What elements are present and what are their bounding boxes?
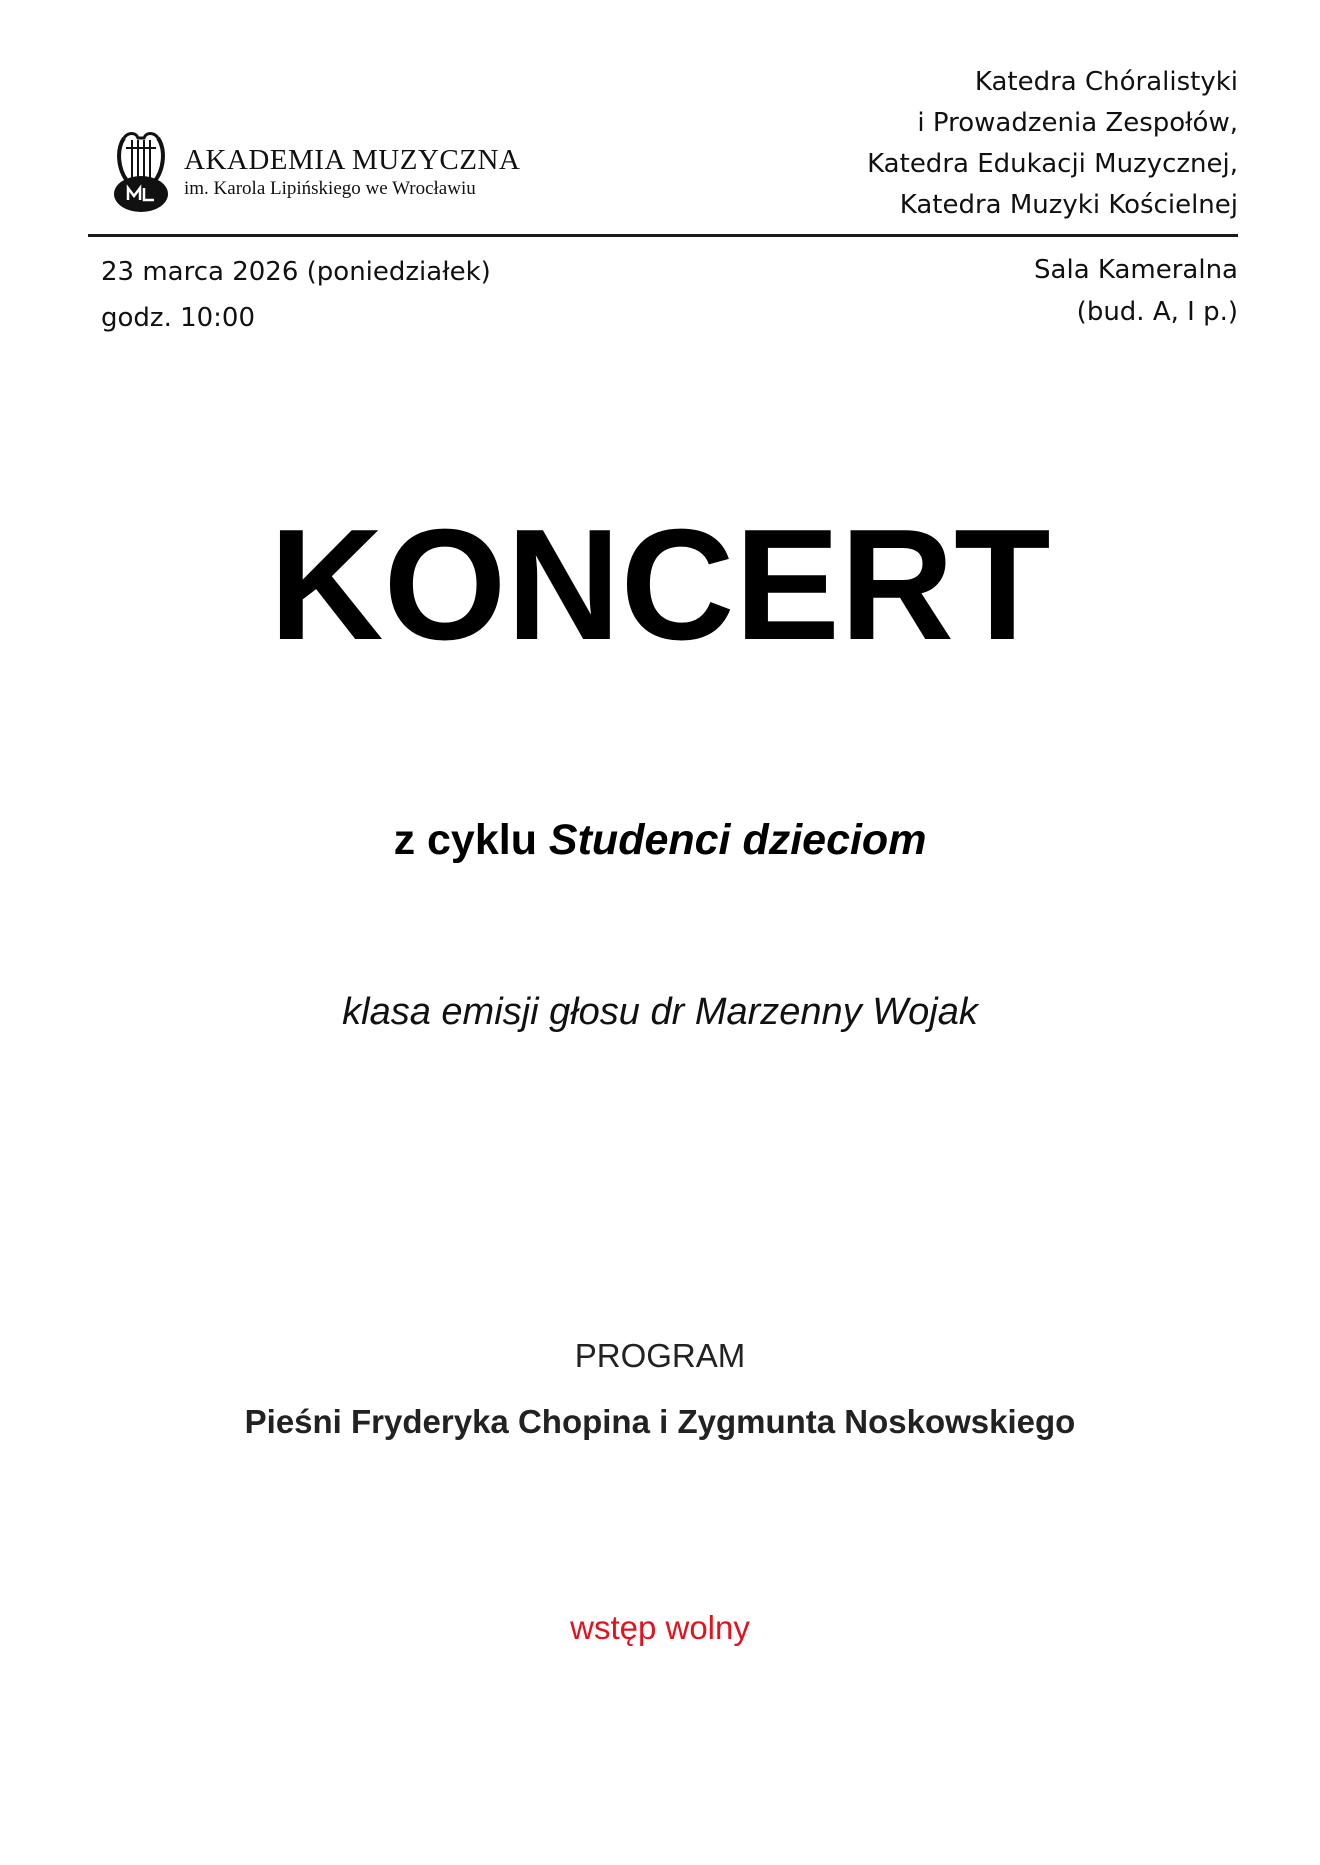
academy-logo: [110, 130, 520, 214]
department-line: Katedra Chóralistyki: [974, 67, 1238, 97]
class-info: klasa emisji głosu dr Marzenny Wojak: [342, 991, 978, 1033]
departments-list: [867, 62, 1238, 226]
event-date: 23 marca 2026 (poniedziałek): [101, 257, 491, 287]
page-title: KONCERT: [269, 497, 1051, 673]
department-line: Katedra Muzyki Kościelnej: [899, 190, 1238, 220]
event-time: godz. 10:00: [101, 303, 256, 333]
venue-name: Sala Kameralna: [1034, 255, 1238, 285]
cycle-name: Studenci dzieciom: [548, 816, 927, 864]
program-heading: PROGRAM: [574, 1337, 746, 1374]
department-line: Katedra Edukacji Muzycznej,: [867, 149, 1238, 179]
header-divider: [88, 234, 1238, 237]
event-datetime: [101, 249, 491, 341]
admission-note: wstęp wolny: [570, 1609, 750, 1646]
academy-name: AKADEMIA MUZYCZNA: [184, 144, 521, 176]
event-venue: [1034, 249, 1238, 333]
academy-subtitle: im. Karola Lipińskiego we Wrocławiu: [184, 178, 476, 199]
venue-detail: (bud. A, I p.): [1076, 297, 1238, 327]
concert-cycle: [0, 815, 1320, 865]
lyre-logo-icon: [110, 130, 172, 214]
department-line: i Prowadzenia Zespołów,: [917, 108, 1238, 138]
cycle-prefix: z cyklu: [393, 816, 549, 864]
program-body: Pieśni Fryderyka Chopina i Zygmunta Noskowskiego: [244, 1403, 1076, 1440]
